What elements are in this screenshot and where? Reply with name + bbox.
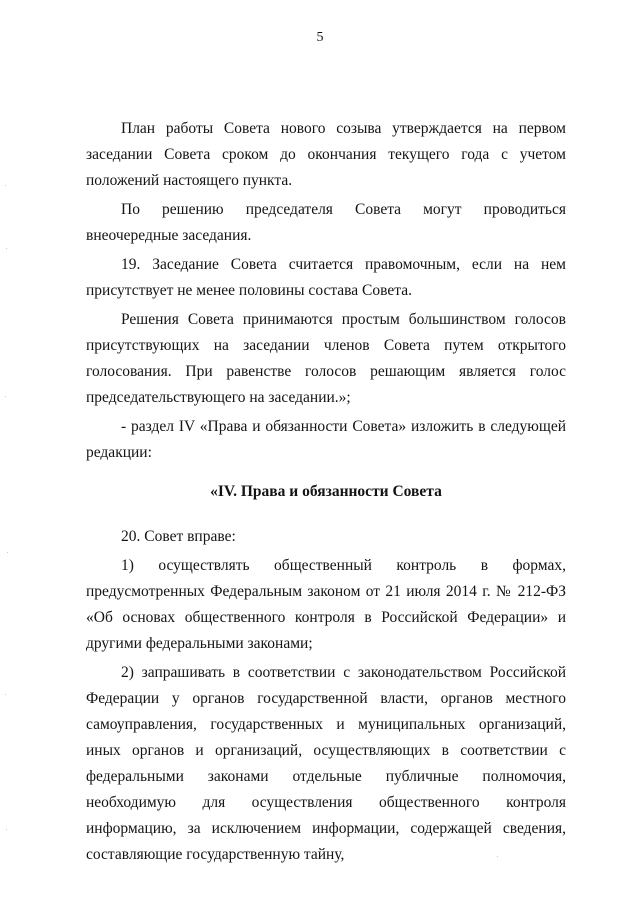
page-number: 5 — [316, 30, 324, 45]
paragraph-subitem-1: 1) осуществлять общественный контроль в формах, предусмотренных Федеральным законом от 21 июля 2014 г. № 212-ФЗ «Об основах общественного контроля в Российской Федерации» и другими федеральными законами; — [86, 557, 566, 652]
paragraph-work-plan: План работы Совета нового созыва утверждается на первом заседании Совета сроком до окончания текущего года с учетом положений настоящего пункта. — [86, 120, 566, 189]
paragraph-extraordinary-meetings: По решению председателя Совета могут проводиться внеочередные заседания. — [86, 201, 566, 244]
document-body — [86, 116, 566, 871]
paragraph-item-20: 20. Совет вправе: — [121, 528, 236, 545]
paragraph-subitem-2: 2) запрашивать в соответствии с законодательством Российской Федерации у органов государственной власти, органов местного самоуправления, государственных и муниципальных организаций, иных органов и организаций, осуществляющих в соответствии с федеральными законами отдельные публичные полномочия, необходимую для осуществления общественного контроля информацию, за исключением информации, содержащей сведения, составляющие государственную тайну, — [86, 664, 566, 863]
section-heading: «IV. Права и обязанности Совета — [210, 483, 442, 500]
scan-speck — [5, 694, 6, 695]
scan-speck — [6, 248, 7, 249]
scan-speck — [497, 856, 498, 857]
paragraph-item-19-quorum: 19. Заседание Совета считается правомочным, если на нем присутствует не менее половины состава Совета. — [86, 256, 566, 299]
scan-speck — [5, 185, 6, 186]
paragraph-decisions-voting: Решения Совета принимаются простым большинством голосов присутствующих на заседании членов Совета путем открытого голосования. При равенстве голосов решающим является голос председательствующего на заседании.»; — [86, 311, 566, 406]
scan-speck — [6, 829, 7, 830]
paragraph-section-iv-amendment: - раздел IV «Права и обязанности Совета» изложить в следующей редакции: — [86, 418, 566, 461]
scan-speck — [7, 552, 8, 553]
scan-speck — [5, 396, 6, 397]
